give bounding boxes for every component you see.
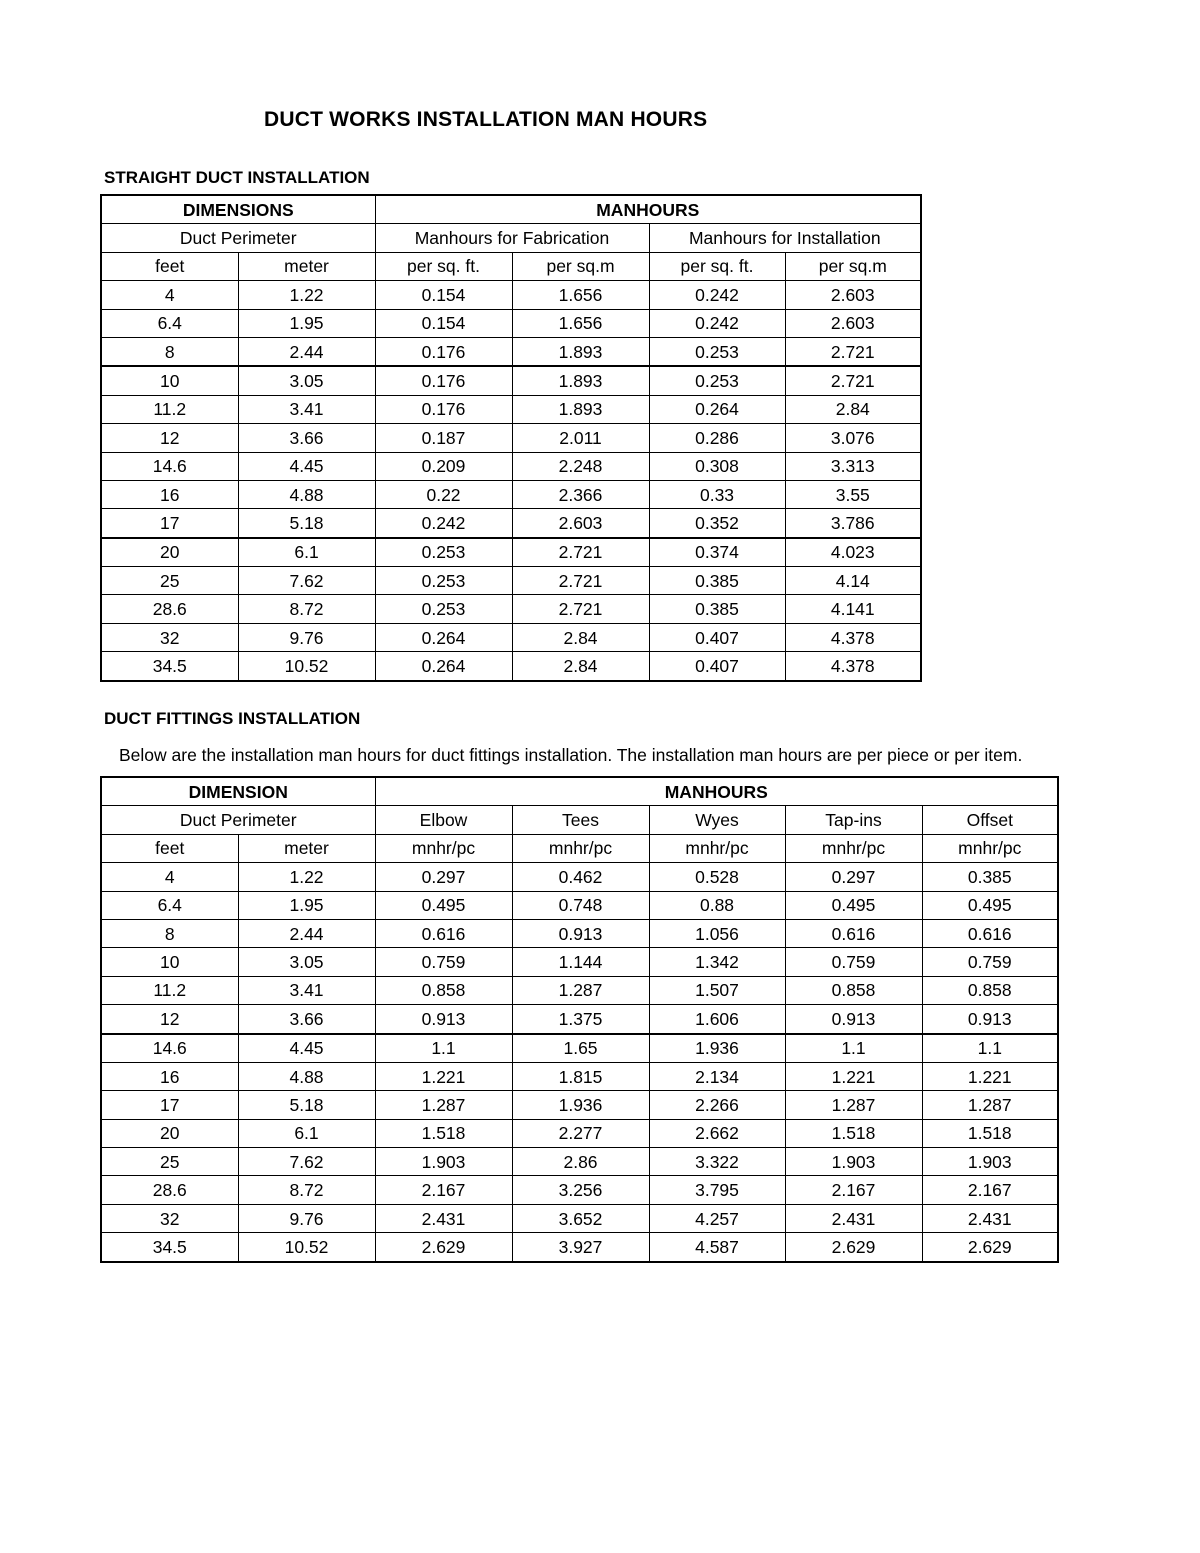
straight-duct-table [100, 194, 922, 682]
table-cell: 17 [101, 509, 238, 538]
table-cell: 34.5 [101, 1233, 238, 1262]
table-cell: 3.66 [238, 424, 375, 452]
table-cell: 1.056 [649, 919, 785, 947]
table-cell: 4.378 [785, 652, 921, 681]
table-cell: 0.176 [375, 366, 512, 395]
table-cell: 1.287 [375, 1091, 512, 1119]
table-cell: 0.253 [375, 567, 512, 595]
dimension-header: DIMENSION [101, 777, 375, 806]
table-cell: 2.603 [785, 281, 921, 309]
table-cell: 3.652 [512, 1204, 649, 1232]
table-cell: 16 [101, 480, 238, 508]
table-cell: 5.18 [238, 509, 375, 538]
table-cell: 2.721 [785, 366, 921, 395]
fitting-header-cell: Elbow [375, 806, 512, 834]
table-cell: 2.366 [512, 480, 649, 508]
table-cell: 2.266 [649, 1091, 785, 1119]
table-cell: 0.176 [375, 395, 512, 423]
unit-header-cell: meter [238, 834, 375, 862]
sub-header-row [101, 224, 921, 252]
fabrication-header: Manhours for Fabrication [375, 224, 649, 252]
table-cell: 1.375 [512, 1005, 649, 1034]
table-cell: 0.154 [375, 281, 512, 309]
table-cell: 1.893 [512, 395, 649, 423]
unit-header-cell: meter [238, 252, 375, 280]
table-cell: 0.176 [375, 337, 512, 366]
table-cell: 3.256 [512, 1176, 649, 1204]
table-cell: 2.134 [649, 1062, 785, 1090]
table-cell: 1.936 [649, 1034, 785, 1063]
table-cell: 2.248 [512, 452, 649, 480]
table-cell: 3.322 [649, 1148, 785, 1176]
table-cell: 17 [101, 1091, 238, 1119]
table-cell: 10 [101, 366, 238, 395]
unit-header-cell: per sq. ft. [649, 252, 785, 280]
table-cell: 2.431 [922, 1204, 1058, 1232]
table-cell: 4.257 [649, 1204, 785, 1232]
table-cell: 0.759 [922, 948, 1058, 976]
table-cell: 0.616 [785, 919, 922, 947]
unit-header-cell: mnhr/pc [785, 834, 922, 862]
manhours-header: MANHOURS [375, 777, 1058, 806]
table-row [101, 567, 921, 595]
table-row [101, 919, 1058, 947]
table-row [101, 1091, 1058, 1119]
fitting-header-cell: Wyes [649, 806, 785, 834]
unit-header-row [101, 252, 921, 280]
duct-fittings-description: Below are the installation man hours for duct fittings installation. The installation man hours are per piece or per item. [119, 745, 1023, 765]
table-cell: 0.154 [375, 309, 512, 337]
unit-header-cell: feet [101, 252, 238, 280]
table-cell: 0.22 [375, 480, 512, 508]
table-cell: 0.352 [649, 509, 785, 538]
table-cell: 0.308 [649, 452, 785, 480]
table-row [101, 309, 921, 337]
table-cell: 0.385 [649, 567, 785, 595]
table-cell: 1.65 [512, 1034, 649, 1063]
table-cell: 1.507 [649, 976, 785, 1004]
table-cell: 0.88 [649, 891, 785, 919]
table-cell: 12 [101, 424, 238, 452]
table-row [101, 538, 921, 567]
table-cell: 0.385 [649, 595, 785, 623]
table-cell: 9.76 [238, 623, 375, 651]
table-cell: 2.721 [785, 337, 921, 366]
table-cell: 7.62 [238, 567, 375, 595]
table-cell: 4.88 [238, 480, 375, 508]
table-cell: 0.616 [922, 919, 1058, 947]
table-cell: 0.858 [375, 976, 512, 1004]
group-header-row [101, 195, 921, 224]
table-cell: 1.936 [512, 1091, 649, 1119]
table-cell: 0.913 [785, 1005, 922, 1034]
table-cell: 0.242 [649, 309, 785, 337]
table-cell: 20 [101, 1119, 238, 1147]
duct-perimeter-header: Duct Perimeter [101, 806, 375, 834]
table-cell: 3.076 [785, 424, 921, 452]
table-cell: 2.629 [922, 1233, 1058, 1262]
table-cell: 1.287 [922, 1091, 1058, 1119]
table-cell: 34.5 [101, 652, 238, 681]
table-cell: 1.815 [512, 1062, 649, 1090]
table-cell: 8.72 [238, 1176, 375, 1204]
table-cell: 0.253 [375, 595, 512, 623]
table-row [101, 509, 921, 538]
table-cell: 1.95 [238, 309, 375, 337]
table-cell: 2.277 [512, 1119, 649, 1147]
duct-fittings-table-body [101, 777, 1058, 1262]
table-cell: 3.313 [785, 452, 921, 480]
unit-header-row [101, 834, 1058, 862]
unit-header-cell: per sq.m [512, 252, 649, 280]
table-row [101, 281, 921, 309]
table-cell: 4.14 [785, 567, 921, 595]
table-cell: 32 [101, 623, 238, 651]
unit-header-cell: mnhr/pc [375, 834, 512, 862]
table-cell: 20 [101, 538, 238, 567]
table-cell: 0.297 [785, 863, 922, 891]
table-cell: 0.407 [649, 623, 785, 651]
table-cell: 6.4 [101, 891, 238, 919]
table-cell: 2.431 [785, 1204, 922, 1232]
table-cell: 1.606 [649, 1005, 785, 1034]
table-cell: 2.84 [512, 623, 649, 651]
table-cell: 28.6 [101, 595, 238, 623]
table-cell: 0.495 [375, 891, 512, 919]
table-cell: 14.6 [101, 1034, 238, 1063]
table-row [101, 424, 921, 452]
table-cell: 25 [101, 1148, 238, 1176]
table-cell: 4.88 [238, 1062, 375, 1090]
table-row [101, 480, 921, 508]
table-cell: 2.167 [375, 1176, 512, 1204]
unit-header-cell: feet [101, 834, 238, 862]
table-cell: 0.253 [649, 366, 785, 395]
table-cell: 0.264 [375, 652, 512, 681]
table-row [101, 452, 921, 480]
table-cell: 4.378 [785, 623, 921, 651]
table-cell: 10 [101, 948, 238, 976]
table-cell: 2.603 [512, 509, 649, 538]
table-cell: 2.44 [238, 337, 375, 366]
straight-duct-heading: STRAIGHT DUCT INSTALLATION [104, 168, 370, 187]
table-cell: 4.45 [238, 452, 375, 480]
table-cell: 6.4 [101, 309, 238, 337]
table-cell: 2.629 [785, 1233, 922, 1262]
table-cell: 0.913 [922, 1005, 1058, 1034]
table-cell: 1.287 [512, 976, 649, 1004]
table-cell: 2.431 [375, 1204, 512, 1232]
table-cell: 2.167 [785, 1176, 922, 1204]
table-cell: 2.629 [375, 1233, 512, 1262]
straight-duct-table-body [101, 195, 921, 681]
table-row [101, 1204, 1058, 1232]
table-cell: 1.903 [785, 1148, 922, 1176]
group-header-row [101, 777, 1058, 806]
table-cell: 0.33 [649, 480, 785, 508]
table-cell: 0.264 [375, 623, 512, 651]
table-row [101, 1005, 1058, 1034]
table-cell: 1.342 [649, 948, 785, 976]
table-cell: 2.86 [512, 1148, 649, 1176]
table-row [101, 337, 921, 366]
manhours-header: MANHOURS [375, 195, 921, 224]
table-cell: 2.84 [512, 652, 649, 681]
table-cell: 2.84 [785, 395, 921, 423]
table-cell: 4 [101, 863, 238, 891]
table-cell: 3.41 [238, 976, 375, 1004]
table-cell: 1.903 [375, 1148, 512, 1176]
table-cell: 32 [101, 1204, 238, 1232]
table-cell: 4.141 [785, 595, 921, 623]
table-cell: 16 [101, 1062, 238, 1090]
table-row [101, 1119, 1058, 1147]
table-row [101, 948, 1058, 976]
page-title: DUCT WORKS INSTALLATION MAN HOURS [264, 108, 708, 131]
unit-header-cell: mnhr/pc [512, 834, 649, 862]
table-row [101, 595, 921, 623]
table-cell: 1.221 [922, 1062, 1058, 1090]
table-cell: 1.518 [922, 1119, 1058, 1147]
table-cell: 28.6 [101, 1176, 238, 1204]
unit-header-cell: per sq. ft. [375, 252, 512, 280]
table-cell: 0.759 [785, 948, 922, 976]
table-cell: 6.1 [238, 1119, 375, 1147]
table-cell: 0.286 [649, 424, 785, 452]
table-cell: 1.656 [512, 309, 649, 337]
table-cell: 0.264 [649, 395, 785, 423]
table-cell: 11.2 [101, 976, 238, 1004]
table-cell: 0.913 [512, 919, 649, 947]
table-cell: 1.1 [785, 1034, 922, 1063]
table-cell: 0.242 [375, 509, 512, 538]
table-cell: 1.1 [375, 1034, 512, 1063]
table-cell: 10.52 [238, 1233, 375, 1262]
table-cell: 0.748 [512, 891, 649, 919]
fitting-header-cell: Tap-ins [785, 806, 922, 834]
table-cell: 2.167 [922, 1176, 1058, 1204]
table-cell: 3.55 [785, 480, 921, 508]
table-cell: 1.518 [375, 1119, 512, 1147]
table-cell: 3.795 [649, 1176, 785, 1204]
table-cell: 0.495 [922, 891, 1058, 919]
table-cell: 3.66 [238, 1005, 375, 1034]
table-cell: 4.45 [238, 1034, 375, 1063]
table-cell: 0.253 [649, 337, 785, 366]
table-cell: 0.209 [375, 452, 512, 480]
table-row [101, 863, 1058, 891]
table-cell: 5.18 [238, 1091, 375, 1119]
table-cell: 1.221 [785, 1062, 922, 1090]
table-row [101, 1148, 1058, 1176]
table-cell: 2.721 [512, 567, 649, 595]
table-cell: 4.587 [649, 1233, 785, 1262]
table-cell: 3.786 [785, 509, 921, 538]
table-cell: 12 [101, 1005, 238, 1034]
table-cell: 0.297 [375, 863, 512, 891]
table-cell: 10.52 [238, 652, 375, 681]
unit-header-cell: mnhr/pc [922, 834, 1058, 862]
table-cell: 2.721 [512, 595, 649, 623]
table-cell: 2.011 [512, 424, 649, 452]
table-cell: 0.242 [649, 281, 785, 309]
table-cell: 1.22 [238, 281, 375, 309]
table-cell: 1.518 [785, 1119, 922, 1147]
table-cell: 8.72 [238, 595, 375, 623]
table-cell: 0.374 [649, 538, 785, 567]
table-cell: 3.927 [512, 1233, 649, 1262]
table-cell: 1.656 [512, 281, 649, 309]
table-cell: 6.1 [238, 538, 375, 567]
table-cell: 0.253 [375, 538, 512, 567]
table-cell: 1.903 [922, 1148, 1058, 1176]
table-cell: 2.721 [512, 538, 649, 567]
table-cell: 11.2 [101, 395, 238, 423]
table-cell: 0.462 [512, 863, 649, 891]
table-row [101, 1062, 1058, 1090]
fitting-header-cell: Tees [512, 806, 649, 834]
table-row [101, 652, 921, 681]
table-cell: 0.528 [649, 863, 785, 891]
table-cell: 1.144 [512, 948, 649, 976]
duct-fittings-heading: DUCT FITTINGS INSTALLATION [104, 709, 361, 728]
table-row [101, 1176, 1058, 1204]
table-row [101, 623, 921, 651]
table-row [101, 395, 921, 423]
table-cell: 2.603 [785, 309, 921, 337]
table-cell: 0.407 [649, 652, 785, 681]
table-row [101, 1233, 1058, 1262]
duct-fittings-table [100, 776, 1059, 1263]
duct-perimeter-header: Duct Perimeter [101, 224, 375, 252]
table-cell: 1.221 [375, 1062, 512, 1090]
table-cell: 25 [101, 567, 238, 595]
table-cell: 0.385 [922, 863, 1058, 891]
table-cell: 0.858 [922, 976, 1058, 1004]
table-cell: 7.62 [238, 1148, 375, 1176]
table-row [101, 891, 1058, 919]
table-cell: 3.05 [238, 948, 375, 976]
table-row [101, 1034, 1058, 1063]
fitting-header-cell: Offset [922, 806, 1058, 834]
table-cell: 0.187 [375, 424, 512, 452]
table-cell: 2.662 [649, 1119, 785, 1147]
unit-header-cell: mnhr/pc [649, 834, 785, 862]
table-cell: 0.858 [785, 976, 922, 1004]
table-cell: 2.44 [238, 919, 375, 947]
unit-header-cell: per sq.m [785, 252, 921, 280]
table-cell: 3.05 [238, 366, 375, 395]
dimensions-header: DIMENSIONS [101, 195, 375, 224]
table-row [101, 366, 921, 395]
table-cell: 9.76 [238, 1204, 375, 1232]
installation-header: Manhours for Installation [649, 224, 921, 252]
table-cell: 8 [101, 337, 238, 366]
sub-header-row [101, 806, 1058, 834]
table-cell: 14.6 [101, 452, 238, 480]
table-cell: 1.95 [238, 891, 375, 919]
table-cell: 0.616 [375, 919, 512, 947]
table-cell: 1.22 [238, 863, 375, 891]
table-cell: 0.759 [375, 948, 512, 976]
table-cell: 4.023 [785, 538, 921, 567]
table-cell: 8 [101, 919, 238, 947]
table-cell: 3.41 [238, 395, 375, 423]
table-cell: 4 [101, 281, 238, 309]
table-cell: 1.893 [512, 337, 649, 366]
table-cell: 0.913 [375, 1005, 512, 1034]
table-cell: 1.893 [512, 366, 649, 395]
table-cell: 1.1 [922, 1034, 1058, 1063]
table-cell: 0.495 [785, 891, 922, 919]
table-row [101, 976, 1058, 1004]
table-cell: 1.287 [785, 1091, 922, 1119]
